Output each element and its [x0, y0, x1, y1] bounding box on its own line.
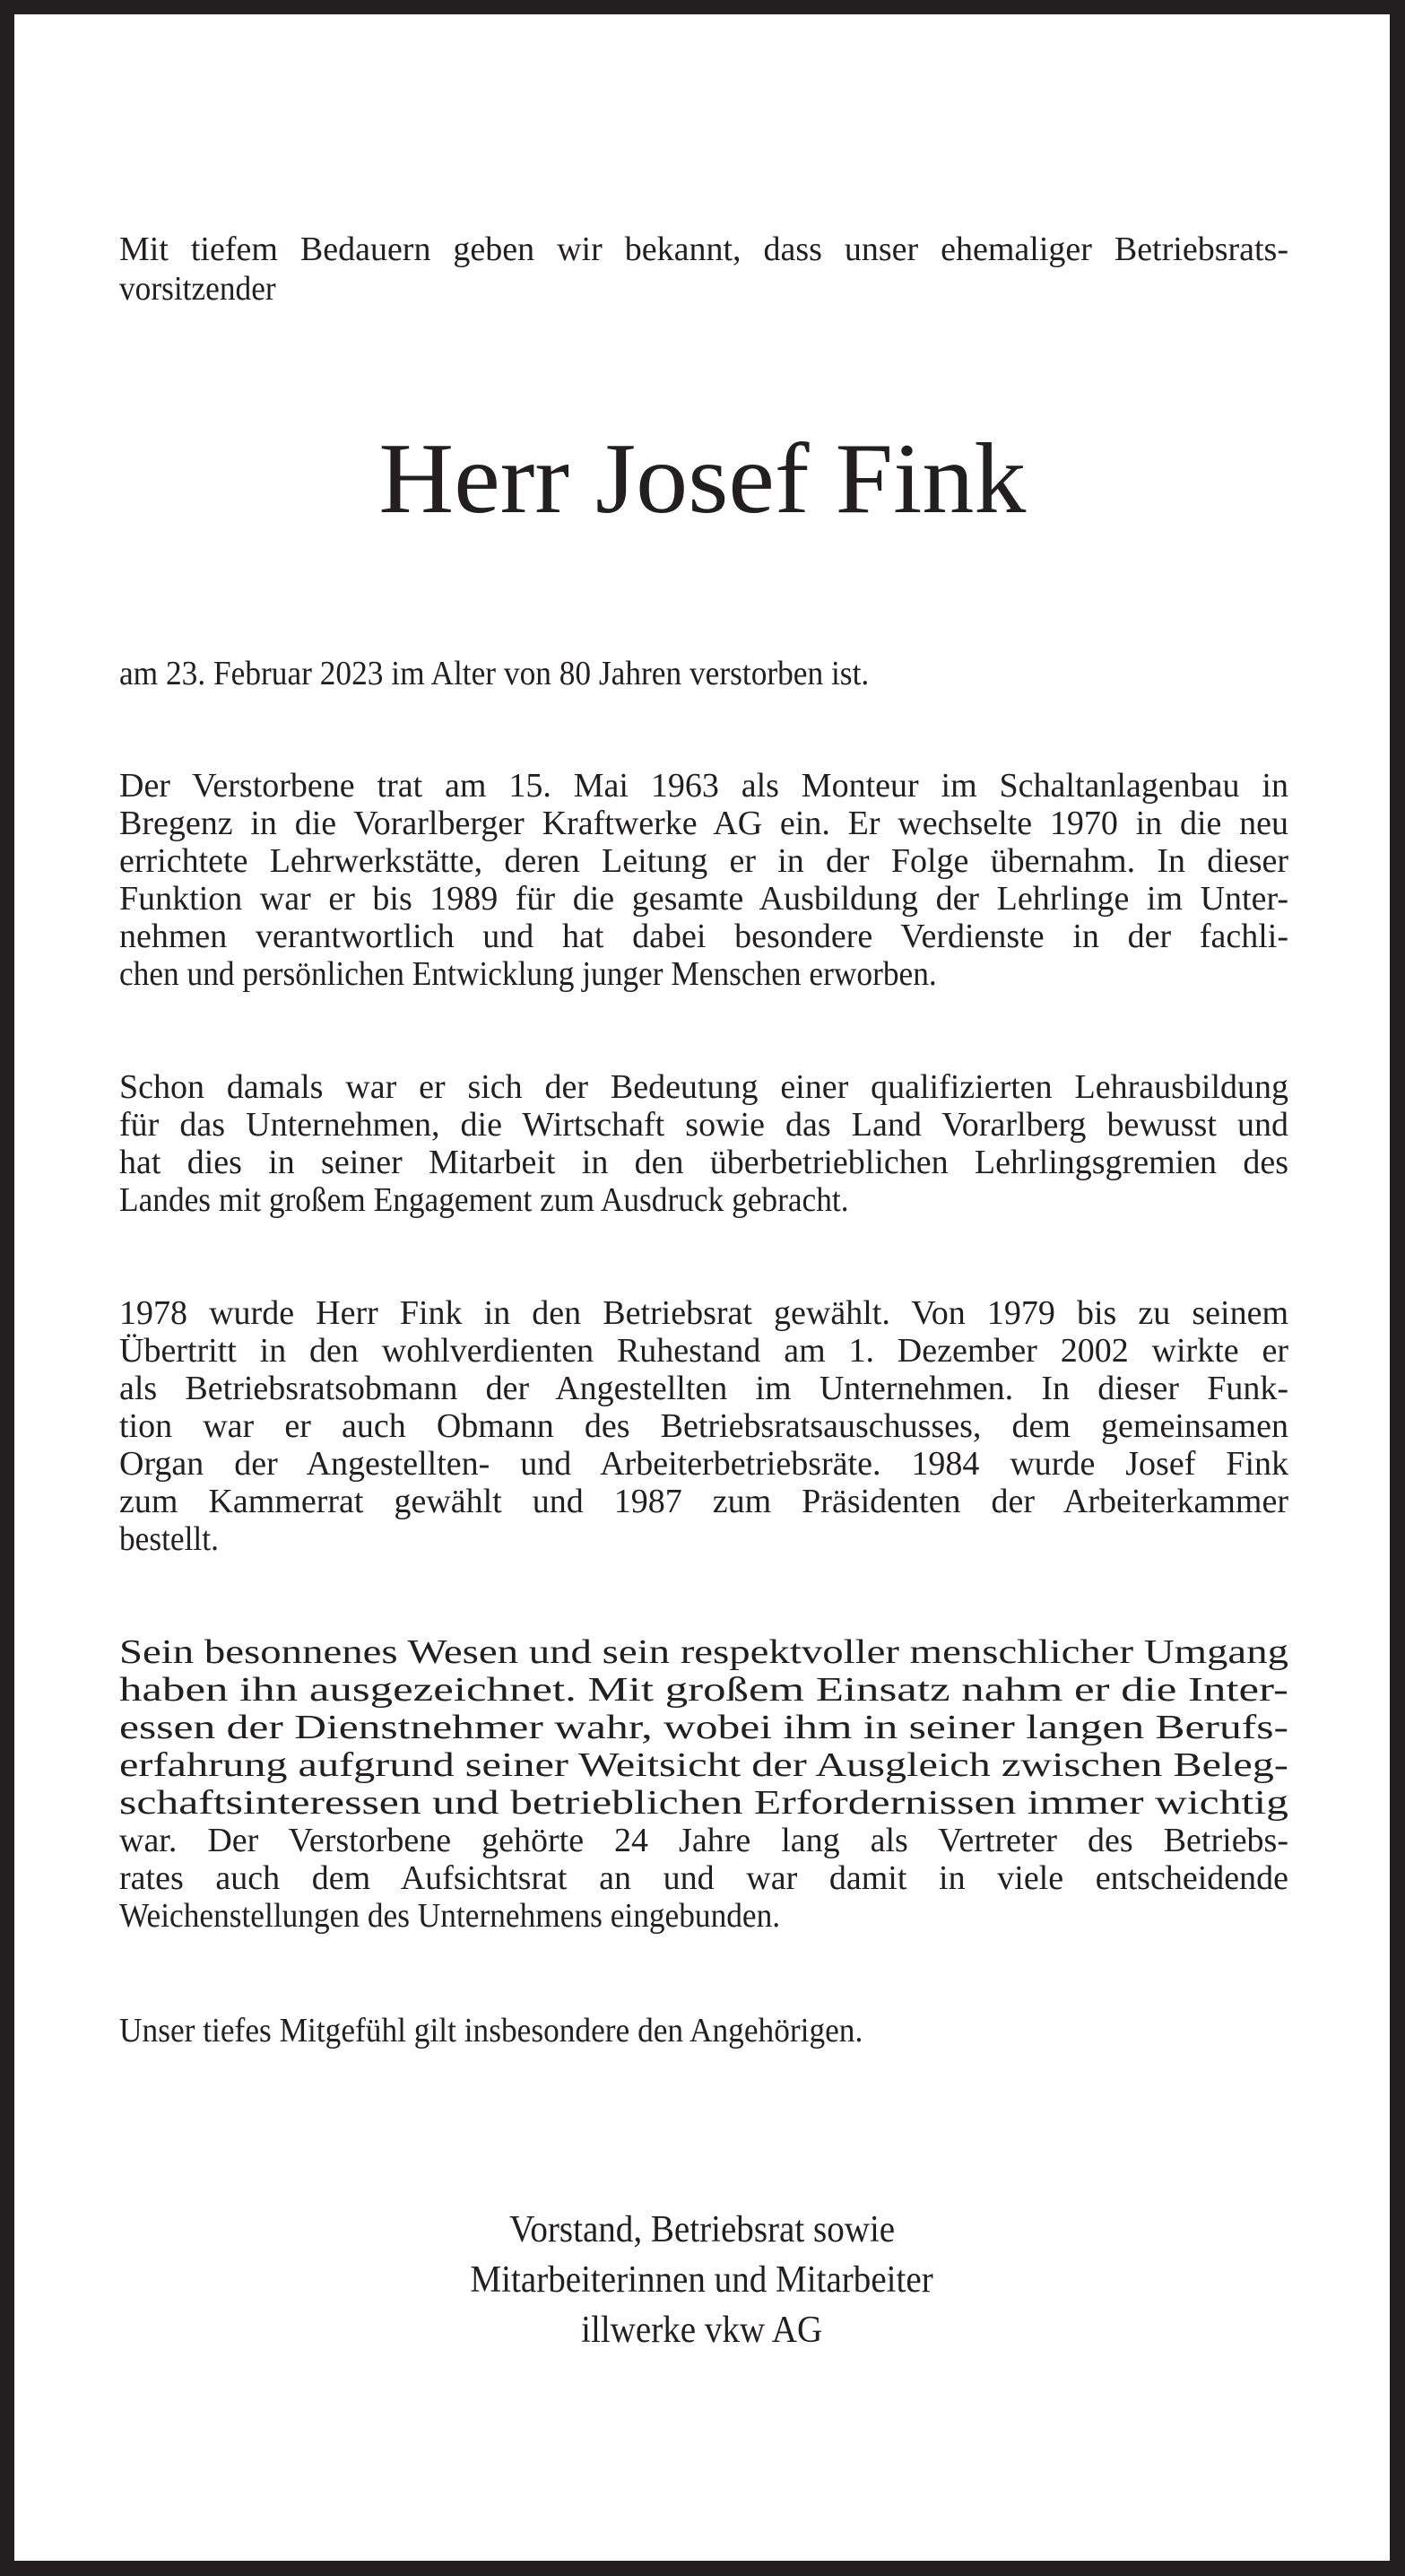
paragraph-line: 1978 wurde Herr Fink in den Betriebsrat gewählt. Von 1979 bis zu seinem: [119, 1294, 1288, 1332]
paragraph-line: Bregenz in die Vorarlberger Kraftwerke AG ein. Er wechselte 1970 in die neu: [119, 805, 1288, 842]
paragraph-line: als Betriebsratsobmann der Angestellten im Unternehmen. In dieser Funk-: [119, 1370, 1288, 1407]
paragraph-line: nehmen verantwortlich und hat dabei besondere Verdienste in der fachli-: [119, 918, 1288, 955]
closing-sentence: Unser tiefes Mitgefühl gilt insbesondere den Angehörigen.: [119, 2012, 863, 2049]
paragraph-line: erfahrung aufgrund seiner Weitsicht der Ausgleich zwischen Beleg-: [119, 1746, 1288, 1784]
paragraph-line: Landes mit großem Engagement zum Ausdruck gebracht.: [119, 1181, 849, 1219]
paragraph-line: schaftsinteressen und betrieblichen Erfordernissen immer wichtig: [119, 1784, 1288, 1822]
paragraph-line: Sein besonnenes Wesen und sein respektvoller menschlicher Umgang: [119, 1633, 1288, 1671]
paragraph-line: errichtete Lehrwerkstätte, deren Leitung er in der Folge übernahm. In dieser: [119, 842, 1288, 880]
paragraph-line: Schon damals war er sich der Bedeutung einer qualifizierten Lehrausbildung: [119, 1068, 1288, 1106]
paragraph-line: zum Kammerrat gewählt und 1987 zum Präsidenten der Arbeiterkammer: [119, 1483, 1288, 1520]
deceased-name: Herr Josef Fink: [378, 423, 1026, 535]
paragraph-line: haben ihn ausgezeichnet. Mit großem Einsatz nahm er die Inter-: [119, 1671, 1288, 1709]
paragraph-line: Organ der Angestellten- und Arbeiterbetriebsräte. 1984 wurde Josef Fink: [119, 1445, 1288, 1483]
obituary-notice: [14, 14, 1390, 2561]
signature-line: Vorstand, Betriebsrat sowie: [509, 2209, 895, 2250]
death-notice: am 23. Februar 2023 im Alter von 80 Jahren verstorben ist.: [119, 655, 870, 692]
paragraph-line: Der Verstorbene trat am 15. Mai 1963 als Monteur im Schaltanlagenbau in: [119, 767, 1288, 805]
signature-line: illwerke vkw AG: [581, 2310, 823, 2351]
paragraph-line: chen und persönlichen Entwicklung junger Menschen erworben.: [119, 955, 937, 993]
paragraph-line: Weichenstellungen des Unternehmens eingebunden.: [119, 1897, 781, 1935]
paragraph-line: für das Unternehmen, die Wirtschaft sowie das Land Vorarlberg bewusst und: [119, 1106, 1288, 1144]
paragraph-line: Übertritt in den wohlverdienten Ruhestand am 1. Dezember 2002 wirkte er: [119, 1332, 1288, 1370]
intro-line: vorsitzender: [119, 270, 276, 308]
paragraph-line: war. Der Verstorbene gehörte 24 Jahre lang als Vertreter des Betriebs-: [119, 1822, 1288, 1859]
paragraph-line: tion war er auch Obmann des Betriebsratsauschusses, dem gemeinsamen: [119, 1407, 1288, 1445]
paragraph-line: hat dies in seiner Mitarbeit in den überbetrieblichen Lehrlingsgremien des: [119, 1144, 1288, 1181]
intro-line: Mit tiefem Bedauern geben wir bekannt, dass unser ehemaliger Betriebsrats-: [119, 231, 1288, 268]
paragraph-line: essen der Dienstnehmer wahr, wobei ihm in seiner langen Berufs-: [119, 1709, 1288, 1746]
paragraph-line: bestellt.: [119, 1520, 219, 1558]
paragraph-line: rates auch dem Aufsichtsrat an und war damit in viele entscheidende: [119, 1859, 1288, 1897]
paragraph-line: Funktion war er bis 1989 für die gesamte Ausbildung der Lehrlinge im Unter-: [119, 880, 1288, 918]
signature-line: Mitarbeiterinnen und Mitarbeiter: [470, 2259, 934, 2301]
